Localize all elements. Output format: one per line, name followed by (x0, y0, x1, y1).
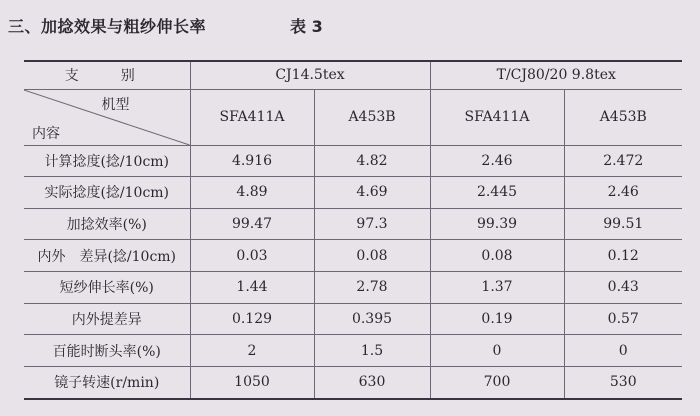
row-label: 镜子转速(r/min) (24, 366, 190, 399)
cell: 4.89 (190, 177, 314, 209)
cell: 0 (564, 335, 682, 367)
cell: 1.37 (430, 272, 564, 304)
data-table (24, 60, 682, 400)
row-label: 内外 差异(捻/10cm) (24, 240, 190, 272)
header-model-4: A453B (564, 89, 682, 145)
row-label: 实际捻度(捻/10cm) (24, 177, 190, 209)
table-row (24, 366, 682, 399)
table-number: 表 3 (290, 17, 323, 36)
cell: 0.12 (564, 240, 682, 272)
table-row (24, 240, 682, 272)
cell: 97.3 (314, 208, 430, 240)
cell: 4.69 (314, 177, 430, 209)
cell: 99.39 (430, 208, 564, 240)
cell: 700 (430, 366, 564, 399)
cell: 0.129 (190, 303, 314, 335)
cell: 0.03 (190, 240, 314, 272)
cell: 0.43 (564, 272, 682, 304)
header-corner-content: 内容 (32, 125, 60, 142)
cell: 0.57 (564, 303, 682, 335)
row-label: 短纱伸长率(%) (24, 272, 190, 304)
table-row (24, 303, 682, 335)
header-corner-top: 支 别 (24, 61, 190, 89)
cell: 99.47 (190, 208, 314, 240)
header-model-1: SFA411A (190, 89, 314, 145)
header-model-3: SFA411A (430, 89, 564, 145)
header-group-2: T/CJ80/20 9.8tex (430, 61, 682, 89)
row-label: 加捻效率(%) (24, 208, 190, 240)
table-row (24, 208, 682, 240)
table-row (24, 335, 682, 367)
cell: 2.46 (430, 145, 564, 177)
row-label: 百能时断头率(%) (24, 335, 190, 367)
header-corner-diagonal (24, 89, 190, 145)
heading-row (8, 10, 688, 38)
table-header-row-models (24, 89, 682, 145)
cell: 1.44 (190, 272, 314, 304)
cell: 0.08 (314, 240, 430, 272)
cell: 0.19 (430, 303, 564, 335)
cell: 0 (430, 335, 564, 367)
header-group-1: CJ14.5tex (190, 61, 430, 89)
row-label: 内外提差异 (24, 303, 190, 335)
table-header-row-groups (24, 61, 682, 89)
table-row (24, 177, 682, 209)
cell: 4.916 (190, 145, 314, 177)
cell: 1050 (190, 366, 314, 399)
cell: 630 (314, 366, 430, 399)
header-corner-model: 机型 (101, 96, 130, 113)
table-row (24, 272, 682, 304)
cell: 2.472 (564, 145, 682, 177)
cell: 0.395 (314, 303, 430, 335)
cell: 2.445 (430, 177, 564, 209)
cell: 2.46 (564, 177, 682, 209)
cell: 2.78 (314, 272, 430, 304)
cell: 2 (190, 335, 314, 367)
cell: 4.82 (314, 145, 430, 177)
cell: 99.51 (564, 208, 682, 240)
section-title: 三、加捻效果与粗纱伸长率 (8, 17, 207, 36)
cell: 1.5 (314, 335, 430, 367)
cell: 530 (564, 366, 682, 399)
header-model-2: A453B (314, 89, 430, 145)
cell: 0.08 (430, 240, 564, 272)
table-row (24, 145, 682, 177)
row-label: 计算捻度(捻/10cm) (24, 145, 190, 177)
